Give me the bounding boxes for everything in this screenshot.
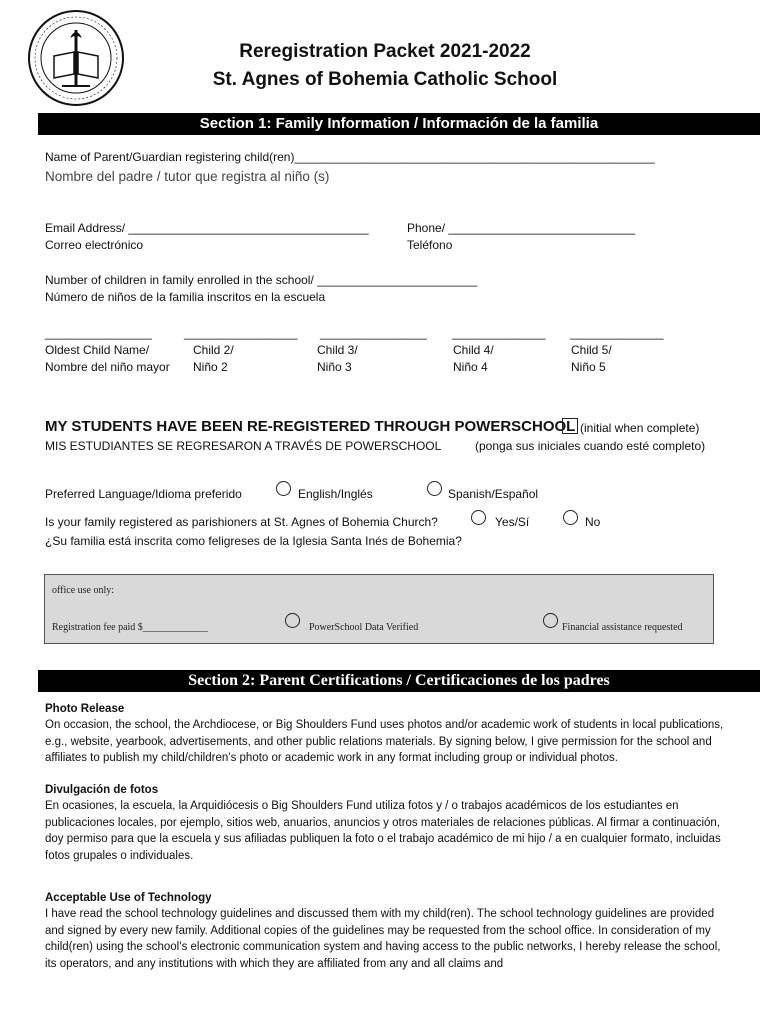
child-2-label: Child 2/ — [193, 343, 234, 357]
child-4-label-es: Niño 4 — [453, 360, 488, 374]
email-field[interactable]: Email Address/ ____________________________________ — [45, 221, 369, 235]
parish-no-label: No — [585, 515, 601, 529]
powerschool-verified-radio[interactable] — [285, 613, 300, 628]
child-3-label-es: Niño 3 — [317, 360, 352, 374]
parish-question-es: ¿Su familia está inscrita como feligreses de la Iglesia Santa Inés de Bohemia? — [45, 534, 462, 548]
child-5-label: Child 5/ — [571, 343, 612, 357]
spanish-radio[interactable] — [427, 481, 442, 496]
powerschool-initial-note: (initial when complete) — [580, 421, 700, 435]
spanish-option-label: Spanish/Español — [448, 487, 539, 501]
children-count-field[interactable]: Number of children in family enrolled in the school/ ________________________ — [45, 273, 478, 287]
child-5-field[interactable]: ______________ — [570, 326, 664, 340]
child-2-label-es: Niño 2 — [193, 360, 228, 374]
parent-name-field[interactable]: Name of Parent/Guardian registering child(ren)______________________________________________________ — [45, 150, 655, 164]
technology-heading: Acceptable Use of Technology — [45, 892, 212, 904]
child-1-label: Oldest Child Name/ — [45, 343, 150, 357]
child-3-label: Child 3/ — [317, 343, 358, 357]
children-count-label-es: Número de niños de la familia inscritos en la escuela — [45, 290, 326, 304]
child-1-field[interactable]: ________________ — [45, 326, 152, 340]
office-use-box — [44, 574, 714, 644]
phone-label-es: Teléfono — [407, 238, 453, 252]
phone-field[interactable]: Phone/ ____________________________ — [407, 221, 636, 235]
child-4-field[interactable]: ______________ — [452, 326, 546, 340]
english-radio[interactable] — [276, 481, 291, 496]
child-2-field[interactable]: _________________ — [184, 326, 298, 340]
parent-name-label-es: Nombre del padre / tutor que registra al niño (s) — [45, 169, 330, 184]
child-3-field[interactable]: ________________ — [320, 326, 427, 340]
photo-release-heading: Photo Release — [45, 703, 125, 715]
page-title: Reregistration Packet 2021-2022 — [239, 41, 531, 62]
parish-yes-label: Yes/Sí — [495, 515, 530, 529]
powerschool-initial-box[interactable] — [562, 418, 578, 434]
parish-question: Is your family registered as parishioners at St. Agnes of Bohemia Church? — [45, 515, 438, 529]
registration-fee-field[interactable]: Registration fee paid $_____________ — [52, 622, 208, 633]
parish-no-radio[interactable] — [563, 510, 578, 525]
child-5-label-es: Niño 5 — [571, 360, 606, 374]
child-4-label: Child 4/ — [453, 343, 494, 357]
financial-assistance-label: Financial assistance requested — [562, 622, 683, 633]
language-label: Preferred Language/Idioma preferido — [45, 487, 242, 501]
section-2-header: Section 2: Parent Certifications / Certificaciones de los padres — [38, 670, 760, 692]
powerschool-initial-note-es: (ponga sus iniciales cuando esté completo) — [475, 439, 706, 453]
photo-release-heading-es: Divulgación de fotos — [45, 784, 159, 796]
photo-release-text: On occasion, the school, the Archdiocese, or Big Shoulders Fund uses photos and/or academic work of students in local publications, e.g., website, yearbook, advertisements, and other public relations materials. By signing below, I give permission for the school and affiliates to publish my child/children’s photo or academic work in any format including group or individual photos. — [45, 719, 724, 764]
powerschool-verified-label: PowerSchool Data Verified — [309, 622, 419, 633]
powerschool-heading: MY STUDENTS HAVE BEEN RE-REGISTERED THROUGH POWERSCHOOL — [45, 418, 576, 435]
powerschool-heading-es: MIS ESTUDIANTES SE REGRESARON A TRAVÉS DE POWERSCHOOL — [45, 439, 442, 453]
section-1-header: Section 1: Family Information / Información de la familia — [38, 113, 760, 135]
parish-yes-radio[interactable] — [471, 510, 486, 525]
email-label-es: Correo electrónico — [45, 238, 144, 252]
photo-release-text-es: En ocasiones, la escuela, la Arquidiócesis o Big Shoulders Fund utiliza fotos y / o trabajos académicos de los estudiantes en publicaciones locales, por ejemplo, sitios web, anuarios, anuncios y otros materiales de relaciones públicas. Al firmar a continuación, doy permiso para que la escuela y sus afiliadas publiquen la foto o el trabajo académico de mi hijo / a en cualquier formato, incluidas fotos grupales o individuales. — [45, 800, 721, 862]
office-use-title: office use only: — [52, 585, 115, 596]
child-1-label-es: Nombre del niño mayor — [45, 360, 170, 374]
financial-assistance-radio[interactable] — [543, 613, 558, 628]
school-name: St. Agnes of Bohemia Catholic School — [212, 69, 558, 90]
english-option-label: English/Inglés — [298, 487, 373, 501]
technology-text: I have read the school technology guidelines and discussed them with my child(ren). The school technology guidelines are provided and signed by every new family. Additional copies of the guidelines may be requested from the school office. In consideration of my child(ren) using the school’s electronic communication system and having access to the public networks, I hereby release the school, its operators, and any institutions with which they are affiliated from any and all claims and — [45, 908, 721, 970]
